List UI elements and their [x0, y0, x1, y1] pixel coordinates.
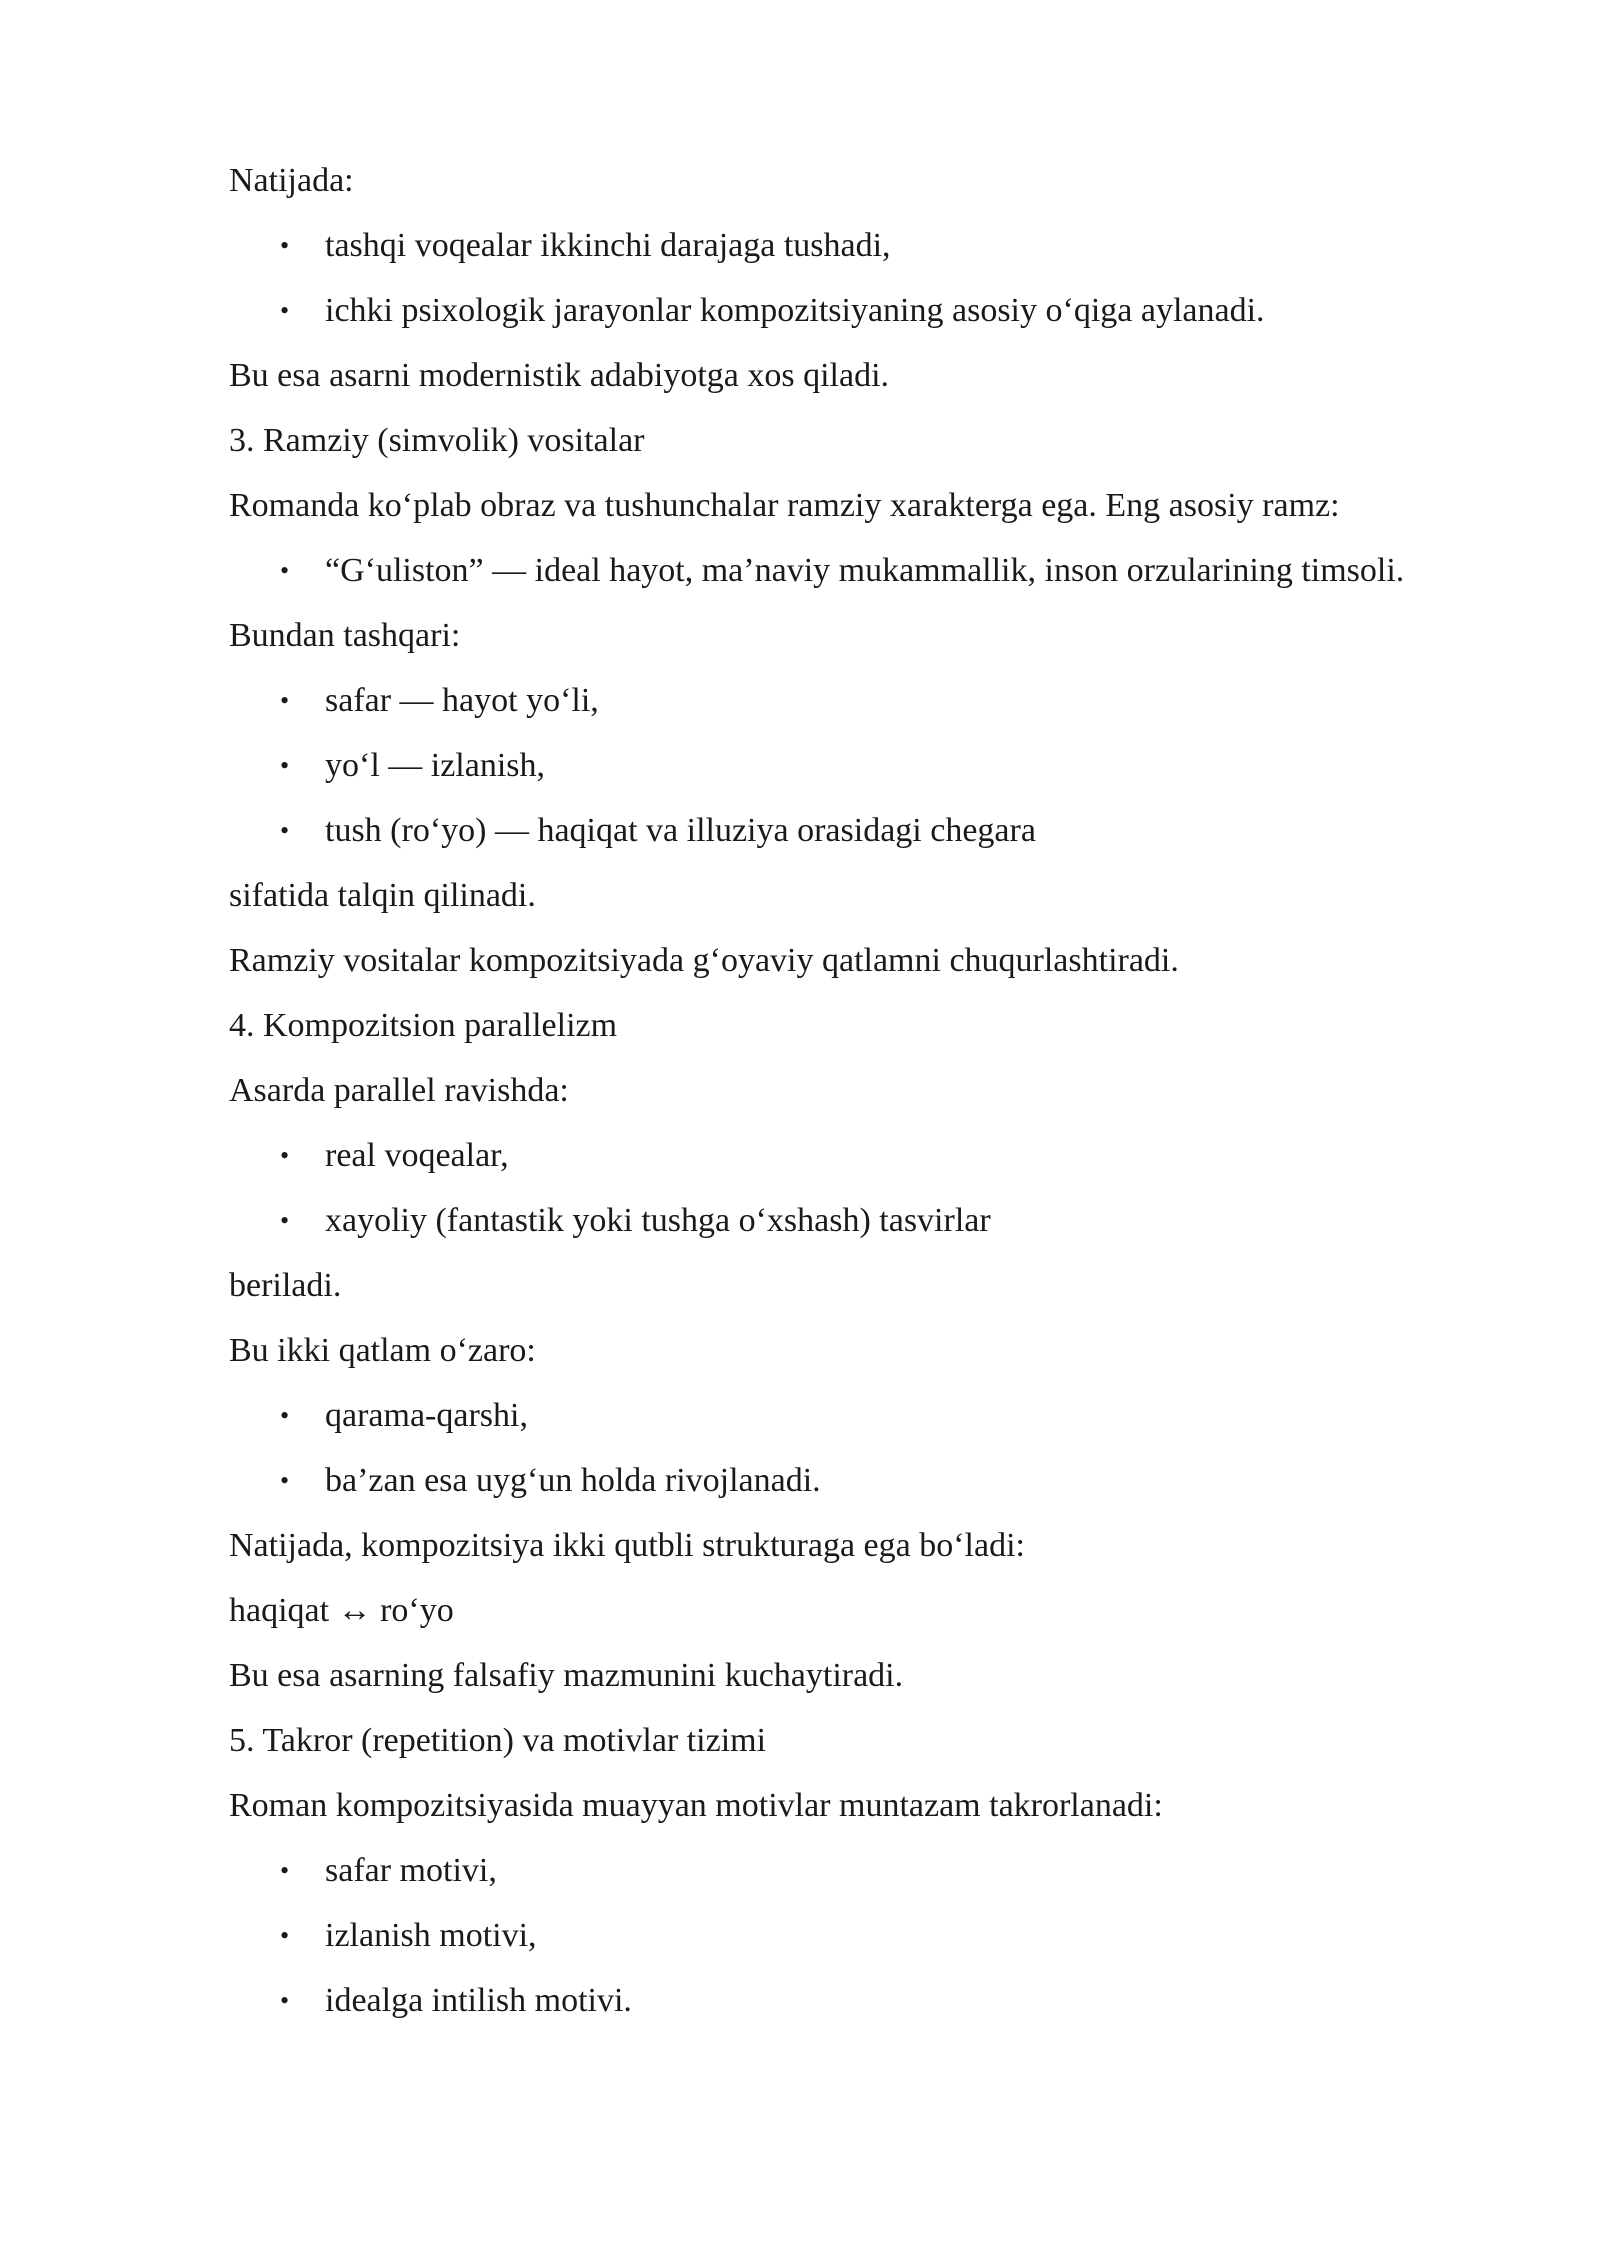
- paragraph: Bu esa asarning falsafiy mazmunini kuchaytiradi.: [229, 1657, 904, 1694]
- list-item-text: real voqealar,: [325, 1137, 509, 1174]
- paragraph: Natijada, kompozitsiya ikki qutbli strukturaga ega bo‘ladi:: [229, 1527, 1025, 1564]
- list-item: [229, 798, 1486, 863]
- list-item: [229, 1968, 1486, 2033]
- paragraph: Asarda parallel ravishda:: [229, 1072, 569, 1109]
- list-item-text: izlanish motivi,: [325, 1917, 537, 1954]
- bullet-icon: •: [280, 751, 290, 780]
- bullet-icon: •: [280, 1141, 290, 1170]
- list-item: [229, 538, 1486, 603]
- list-item-text: “G‘uliston” — ideal hayot, ma’naviy mukammallik, inson orzularining timsoli.: [325, 552, 1405, 589]
- list-item-text: tush (ro‘yo) — haqiqat va illuziya orasidagi chegara: [325, 812, 1036, 849]
- paragraph: Romanda ko‘plab obraz va tushunchalar ramziy xarakterga ega. Eng asosiy ramz:: [229, 487, 1340, 524]
- list-item-text: safar motivi,: [325, 1852, 497, 1889]
- bullet-icon: •: [280, 556, 290, 585]
- list-item: [229, 1123, 1486, 1188]
- list-item: [229, 1903, 1486, 1968]
- list-item: [229, 278, 1486, 343]
- bullet-icon: •: [280, 1856, 290, 1885]
- bullet-icon: •: [280, 1401, 290, 1430]
- list-item: [229, 733, 1486, 798]
- list-item: [229, 1383, 1486, 1448]
- list-item: [229, 213, 1486, 278]
- section-heading: 4. Kompozitsion parallelizm: [229, 1007, 618, 1044]
- list-item-text: idealga intilish motivi.: [325, 1982, 632, 2019]
- document-page: [229, 148, 1486, 2033]
- bullet-icon: •: [280, 816, 290, 845]
- bullet-icon: •: [280, 1921, 290, 1950]
- list-item-text: qarama-qarshi,: [325, 1397, 528, 1434]
- bullet-icon: •: [280, 1206, 290, 1235]
- bullet-icon: •: [280, 1466, 290, 1495]
- paragraph: Natijada:: [229, 162, 354, 199]
- section-heading: 3. Ramziy (simvolik) vositalar: [229, 422, 645, 459]
- list-item-text: tashqi voqealar ikkinchi darajaga tushadi,: [325, 227, 891, 264]
- list-item-text: ichki psixologik jarayonlar kompozitsiyaning asosiy o‘qiga aylanadi.: [325, 292, 1265, 329]
- list-item: [229, 1838, 1486, 1903]
- list-item: [229, 1448, 1486, 1513]
- bullet-icon: •: [280, 296, 290, 325]
- paragraph: Bu ikki qatlam o‘zaro:: [229, 1332, 536, 1369]
- list-item-text: yo‘l — izlanish,: [325, 747, 546, 784]
- paragraph: haqiqat ↔ ro‘yo: [229, 1592, 454, 1629]
- section-heading: 5. Takror (repetition) va motivlar tizimi: [229, 1722, 767, 1759]
- paragraph: Roman kompozitsiyasida muayyan motivlar muntazam takrorlanadi:: [229, 1787, 1163, 1824]
- bullet-icon: •: [280, 231, 290, 260]
- paragraph: sifatida talqin qilinadi.: [229, 877, 536, 914]
- paragraph: Bu esa asarni modernistik adabiyotga xos qiladi.: [229, 357, 890, 394]
- bullet-icon: •: [280, 686, 290, 715]
- list-item-text: ba’zan esa uyg‘un holda rivojlanadi.: [325, 1462, 821, 1499]
- paragraph: Ramziy vositalar kompozitsiyada g‘oyaviy qatlamni chuqurlashtiradi.: [229, 942, 1179, 979]
- bullet-icon: •: [280, 1986, 290, 2015]
- list-item: [229, 668, 1486, 733]
- list-item: [229, 1188, 1486, 1253]
- list-item-text: xayoliy (fantastik yoki tushga o‘xshash) tasvirlar: [325, 1202, 991, 1239]
- paragraph: beriladi.: [229, 1267, 342, 1304]
- paragraph: Bundan tashqari:: [229, 617, 461, 654]
- list-item-text: safar — hayot yo‘li,: [325, 682, 599, 719]
